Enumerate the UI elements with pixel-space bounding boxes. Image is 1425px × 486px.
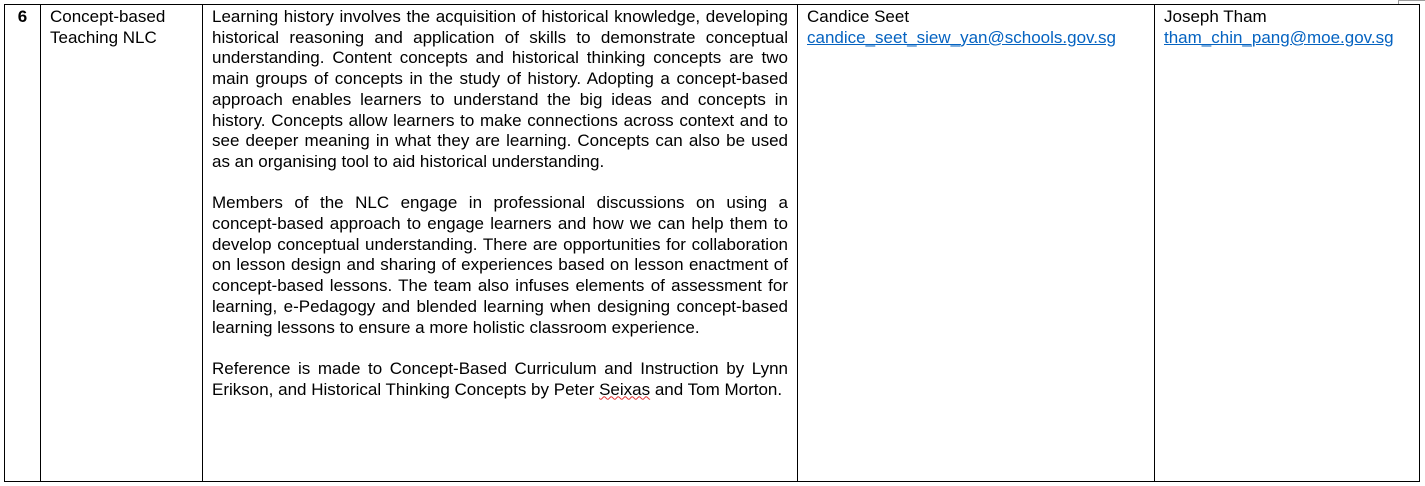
row-number: 6 (5, 5, 41, 482)
reference-text: Reference is made to Concept-Based Curriculum and Instruction by Lynn Erikson, and Historical Thinking Concepts by Peter (212, 358, 788, 399)
nlc-title: Concept-based Teaching NLC (41, 5, 203, 482)
contact-email-link[interactable]: tham_chin_pang@moe.gov.sg (1164, 27, 1394, 47)
description-paragraph: Learning history involves the acquisition of historical knowledge, developing historical reasoning and application of skills to demonstrate conceptual understanding. Content concepts and historical thinking concepts are two main groups of concepts in the study of history. Adopting a concept-based approach enables learners to understand the big ideas and concepts in history. Concepts allow learners to make connections across context and to see deeper meaning in what they are learning. Concepts can also be used as an organising tool to aid historical understanding. (212, 7, 788, 171)
contact-cell-secondary (1155, 5, 1420, 482)
contact-cell-primary (798, 5, 1155, 482)
nlc-table (4, 4, 1420, 482)
table-row (5, 5, 1420, 482)
spellcheck-flagged-word: Seixas (599, 379, 651, 399)
contact-name: Candice Seet (807, 7, 910, 26)
description-paragraph: Members of the NLC engage in professional discussions on using a concept-based approach to engage learners and how we can help them to develop conceptual understanding. There are opportunities for collaboration on lesson design and sharing of experiences based on lesson enactment of concept-based lessons. The team also infuses elements of assessment for learning, e-Pedagogy and blended learning when designing concept-based learning lessons to ensure a more holistic classroom experience. (212, 193, 788, 337)
reference-paragraph (212, 359, 788, 400)
reference-text-end: and Tom Morton. (650, 379, 783, 399)
contact-name: Joseph Tham (1164, 7, 1267, 26)
contact-email-link[interactable]: candice_seet_siew_yan@schools.gov.sg (807, 27, 1116, 47)
nlc-description (203, 5, 798, 482)
